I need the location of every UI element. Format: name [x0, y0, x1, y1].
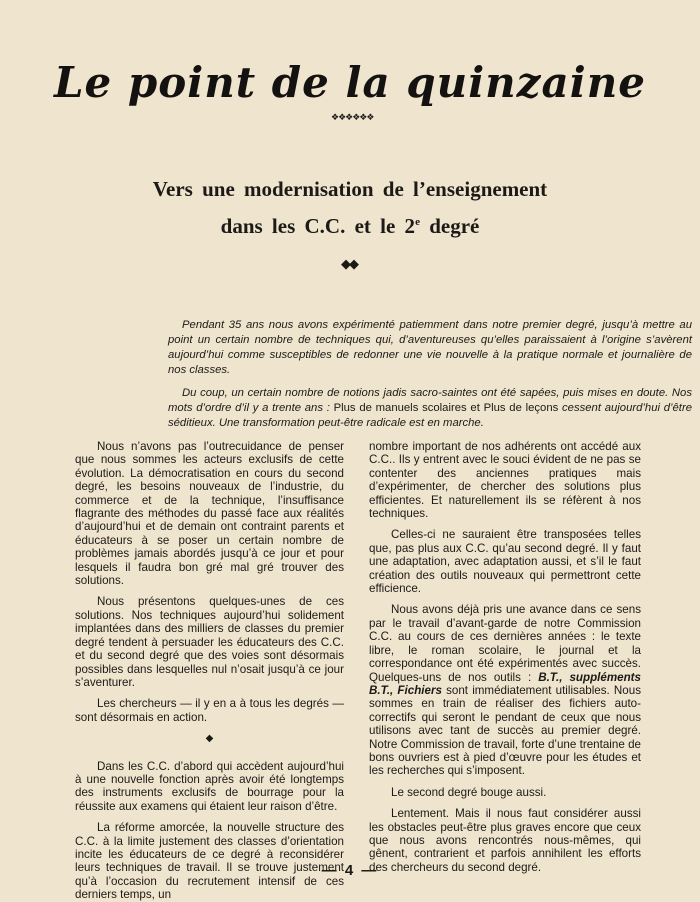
- intro-p2-part-a: Du coup, un certain nombre de notions jadis sacro-saintes ont été sapées, puis mises en doute. Nos mots d’ordre d’il y a trente ans :: [168, 387, 692, 414]
- right-column: [369, 440, 641, 874]
- left-paragraph-4: Dans les C.C. d’abord qui accèdent aujourd’hui à une nouvelle fonction après avoir été longtemps des instruments exclusifs de bourrage pour la réussite aux examens qui étaient leur raison d’être.: [75, 759, 344, 813]
- left-paragraph-3: Les chercheurs — il y en a à tous les degrés — sont désormais en action.: [75, 697, 344, 724]
- left-column: [75, 440, 344, 902]
- article-title: [60, 173, 640, 243]
- title-ornament: ◆◆: [341, 257, 357, 272]
- title-superscript: e: [415, 216, 420, 228]
- right-p3-part-a: Nous avons déjà pris une avance dans ce sens par le travail d’avant-garde de notre Commission C.C. au cours de ces dernières années : le texte libre, le roman scolaire, le journal et la correspondance ont été expérimentés avec succès. Quelques-uns de nos outils :: [369, 603, 641, 684]
- left-paragraph-2: Nous présentons quelques-unes de ces solutions. Nos techniques aujourd’hui solidement implantées dans des milliers de classes du premier degré tendent à persuader les éducateurs des C.C. et du second degré que des voies sont désormais possibles dans lesquelles nul n’osait jusqu’à ce jour s’aventurer.: [75, 595, 344, 689]
- right-p3-part-b: B.T., suppléments B.T., Fichiers: [369, 670, 641, 697]
- left-paragraph-1: Nous n’avons pas l’outrecuidance de penser que nous sommes les acteurs exclusifs de cette évolution. La démocratisation en cours du second degré, les besoins nouveaux de l’industrie, du commerce et de la technique, l’insuffisance flagrante des méthodes du passé face aux réalités d’aujourd’hui et de demain ont contraint parents et éducateurs à se poser un certain nombre de problèmes jamais abordés jusqu’à ce jour et pour lesquels il faudra bon gré mal gré trouver des solutions.: [75, 440, 344, 588]
- article-title-line-1: Vers une modernisation de l’enseignement: [152, 177, 548, 201]
- article-title-line-2: [60, 206, 640, 243]
- column-separator: ◆: [205, 733, 214, 745]
- right-paragraph-3: [369, 603, 641, 777]
- right-paragraph-4: Le second degré bouge aussi.: [391, 785, 547, 799]
- intro-block: [168, 318, 692, 439]
- title-line-2-suffix: degré: [419, 214, 480, 238]
- left-paragraph-5: La réforme amorcée, la nouvelle structure des C.C. à la limite justement des classes d’orientation incite les éducateurs de ce degré à reconsidérer leurs techniques de travail. Il se trouve justement qu’à l’occasion du recrutement intensif de ces derniers temps, un: [75, 821, 344, 902]
- intro-p2-part-c: cessent aujourd’hui d’être séditieux. Une transformation peut-être radicale est en marche.: [168, 402, 692, 429]
- right-paragraph-5: Lentement. Mais il nous faut considérer aussi les obstacles peut-être plus graves encore que ceux que nous avons rencontrés nous-mêmes, qui gênent, contrarient et parfois annihilent les efforts des chercheurs du second degré.: [369, 807, 641, 874]
- right-paragraph-1: nombre important de nos adhérents ont accédé aux C.C.. Ils y entrent avec le souci évident de ne pas se contenter des anciennes pratiques mais d’expérimenter, de chercher des solutions plus efficientes. Et naturellement ils se réfèrent à nos techniques.: [369, 440, 641, 521]
- title-line-2-prefix: dans les C.C. et le 2: [220, 214, 416, 238]
- page-number: — 4 —: [321, 862, 379, 879]
- right-p3-part-c: sont immédiatement utilisables. Nous sommes en train de réaliser des fichiers auto-correctifs qui seront le pendant de ceux que nous utilisons avec tant de succès au premier degré. Notre Commission de travail, forte d’une trentaine de bons ouvriers est à pied d’œuvre pour les études et les recherches qui s’imposent.: [369, 683, 641, 778]
- section-headline: Le point de la quinzaine: [54, 58, 646, 107]
- intro-paragraph-2: [168, 386, 692, 431]
- headline-ornament: ❖❖❖❖❖❖: [331, 113, 374, 123]
- intro-p2-part-b: Plus de manuels scolaires et Plus de leçons: [329, 402, 563, 414]
- intro-paragraph-1: Pendant 35 ans nous avons expérimenté patiemment dans notre premier degré, jusqu’à mettre au point un certain nombre de techniques qui, d’aventureuses qu’elles paraissaient à l’origine s’avèrent aujourd’hui comme susceptibles de redonner une vie nouvelle à la pratique normale et journalière de nos classes.: [168, 319, 692, 376]
- right-paragraph-2: Celles-ci ne sauraient être transposées telles que, pas plus aux C.C. qu’au second degré. Il y faut une adaptation, avec adaptation aussi, et s’il le faut création des outils nouveaux qui permettront cette efficience.: [369, 528, 641, 596]
